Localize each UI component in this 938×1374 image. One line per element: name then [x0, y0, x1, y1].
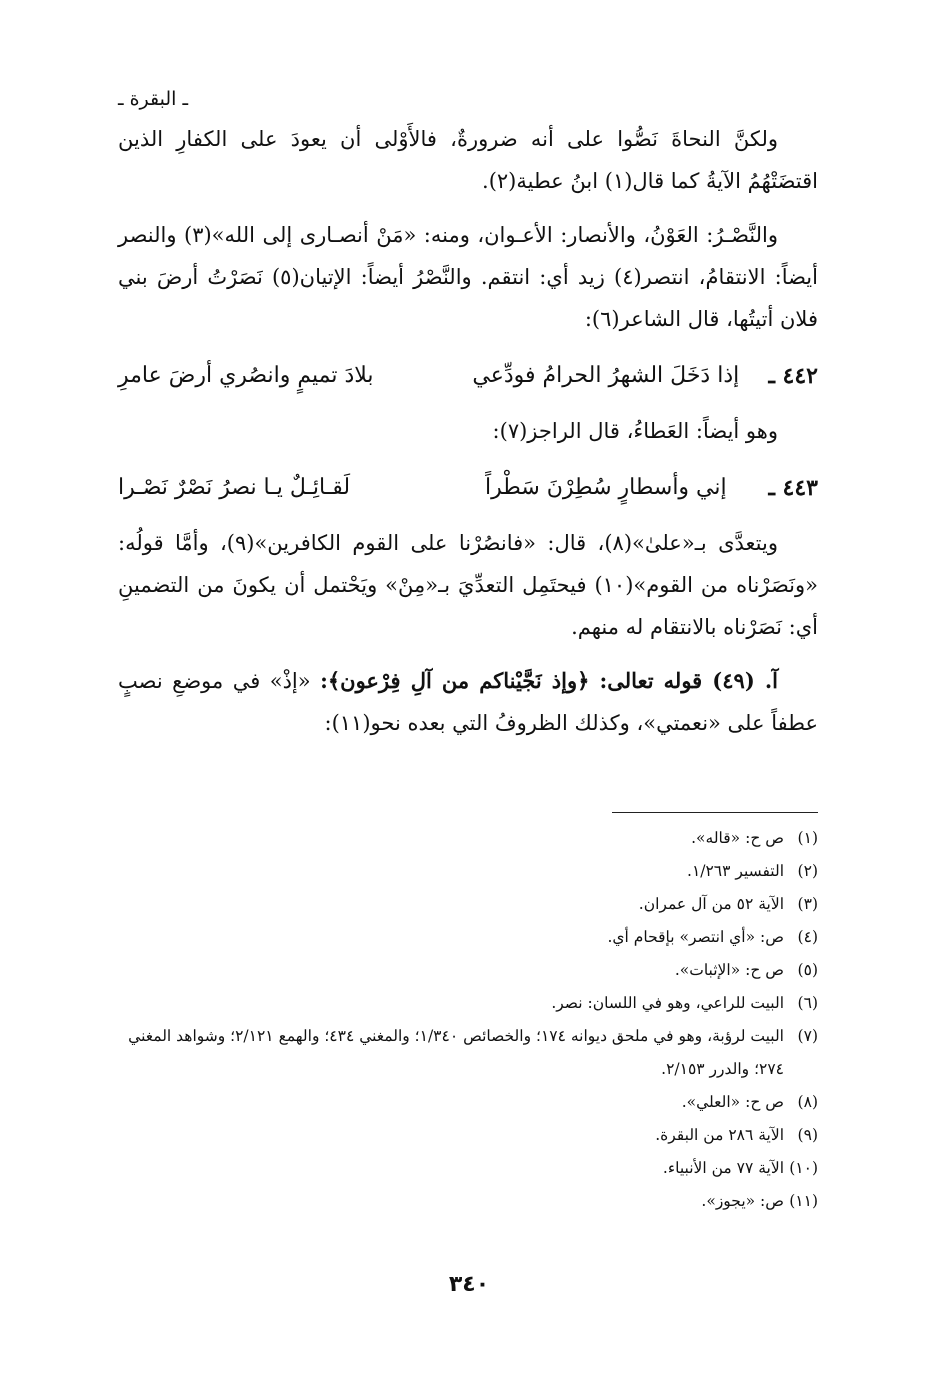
- footnote-5: [118, 954, 818, 987]
- footnote-2: [118, 855, 818, 888]
- footnote-1: [118, 822, 818, 855]
- footnote-4: [118, 921, 818, 954]
- verse-number: ٤٤٣ ـ: [768, 475, 818, 501]
- footnote-number: (٦): [797, 994, 818, 1012]
- paragraph-5: [118, 660, 818, 744]
- footnote-8: [118, 1086, 818, 1119]
- main-text: [118, 118, 818, 756]
- verse-hemistich-1: إني وأسطارٍ سُطِرْنَ سَطْراً: [485, 475, 727, 500]
- running-header: [118, 88, 818, 110]
- footnote-number: (٥): [797, 961, 818, 979]
- footnote-text: ص: «يجوز».: [701, 1192, 784, 1210]
- verse-hemistich-2: بلادَ تميمٍ وانصُري أرضَ عامرِ: [118, 363, 374, 388]
- footnote-number: (٨): [797, 1093, 818, 1111]
- verse-hemistich-1: إذا دَخَلَ الشهرُ الحرامُ فودِّعي: [472, 363, 740, 388]
- verse-number: ٤٤٢ ـ: [768, 363, 818, 389]
- footnote-text: ص ح: «قاله».: [691, 829, 784, 847]
- footnote-text: الآية ٥٢ من آل عمران.: [638, 895, 784, 913]
- footnote-text: البيت لرؤبة، وهو في ملحق ديوانه ١٧٤؛ والخصائص ١/٣٤٠؛ والمغني ٤٣٤؛ والهمع ٢/١٢١؛ وشواهد المغني ٢٧٤؛ والدرر ٢/١٥٣.: [128, 1027, 784, 1078]
- running-title: ـ البقرة ـ: [118, 88, 189, 110]
- paragraph-3: وهو أيضاً: العَطاءُ، قال الراجز(٧):: [492, 419, 778, 443]
- paragraph-5-text: «إذْ» في موضعِ نصبٍ عطفاً على «نعمتي»، وكذلك الظروفُ التي بعده نحو(١١):: [118, 669, 818, 735]
- page-number: ٣٤٠: [448, 1272, 490, 1297]
- footnote-text: ص ح: «الإثبات».: [674, 961, 784, 979]
- footnote-number: (١١): [789, 1192, 818, 1210]
- footnote-3: [118, 888, 818, 921]
- footnote-6: [118, 987, 818, 1020]
- footnotes: [118, 822, 818, 1218]
- paragraph-4: ويتعدَّى بـ«علىٰ»(٨)، قال: «فانصُرْنا على القوم الكافرين»(٩)، وأمَّا قولُه: «ونَصَرْناه من القوم»(١٠) فيحتَمِل التعدِّيَ بـ«مِنْ» ويَحْتمل أن يكونَ من التضمينِ أي: نَصَرْناه بالانتقام له منهم.: [118, 531, 818, 639]
- footnote-text: ص: «أي انتصر» بإقحام أي.: [607, 928, 784, 946]
- footnote-number: (١٠): [789, 1159, 818, 1177]
- paragraph-1: ولكنَّ النحاةَ نَصُّوا على أنه ضرورةٌ، فالأَوْلى أن يعودَ على الكفارِ الذين اقتضَتْهُمُ الآيةُ كما قال(١) ابنُ عطية(٢).: [118, 127, 818, 193]
- footnote-text: الآية ٧٧ من الأنبياء.: [662, 1159, 784, 1177]
- verse-hemistich-2: لَقـائِـلٌ يـا نصرُ نَصْرٌ نَصْـرا: [118, 475, 351, 500]
- footnote-10: [118, 1152, 818, 1185]
- footnote-number: (٢): [797, 862, 818, 880]
- footnote-text: الآية ٢٨٦ من البقرة.: [655, 1126, 784, 1144]
- footnote-7: [118, 1020, 818, 1086]
- footnote-separator: [612, 812, 818, 813]
- footnote-number: (١): [797, 829, 818, 847]
- footnote-number: (٩): [797, 1126, 818, 1144]
- footnote-number: (٣): [797, 895, 818, 913]
- footnote-text: التفسير ١/٢٦٣.: [687, 862, 784, 880]
- footnote-text: ص ح: «العلي».: [681, 1093, 784, 1111]
- verse-443: [118, 464, 818, 512]
- verse-442: [118, 352, 818, 400]
- footnote-9: [118, 1119, 818, 1152]
- verse-citation-heading: آ. (٤٩) قوله تعالى: ﴿وإذ نَجَّيْناكم من آلِ فِرْعون﴾:: [320, 668, 778, 693]
- footnote-number: (٤): [797, 928, 818, 946]
- footnote-11: [118, 1185, 818, 1218]
- footnote-text: البيت للراعي، وهو في اللسان: نصر.: [551, 994, 784, 1012]
- footnote-number: (٧): [797, 1027, 818, 1045]
- paragraph-2: والنَّصْـرُ: العَوْنُ، والأنصار: الأعـوان، ومنه: «مَنْ أنصـارى إلى الله»(٣) والنصر أيضاً: الانتقامُ، انتصر(٤) زيد أي: انتقم. والنَّصْرُ أيضاً: الإتيان(٥) نَصَرْتُ أرضَ بني فلان أتيتُها، قال الشاعر(٦):: [118, 223, 818, 331]
